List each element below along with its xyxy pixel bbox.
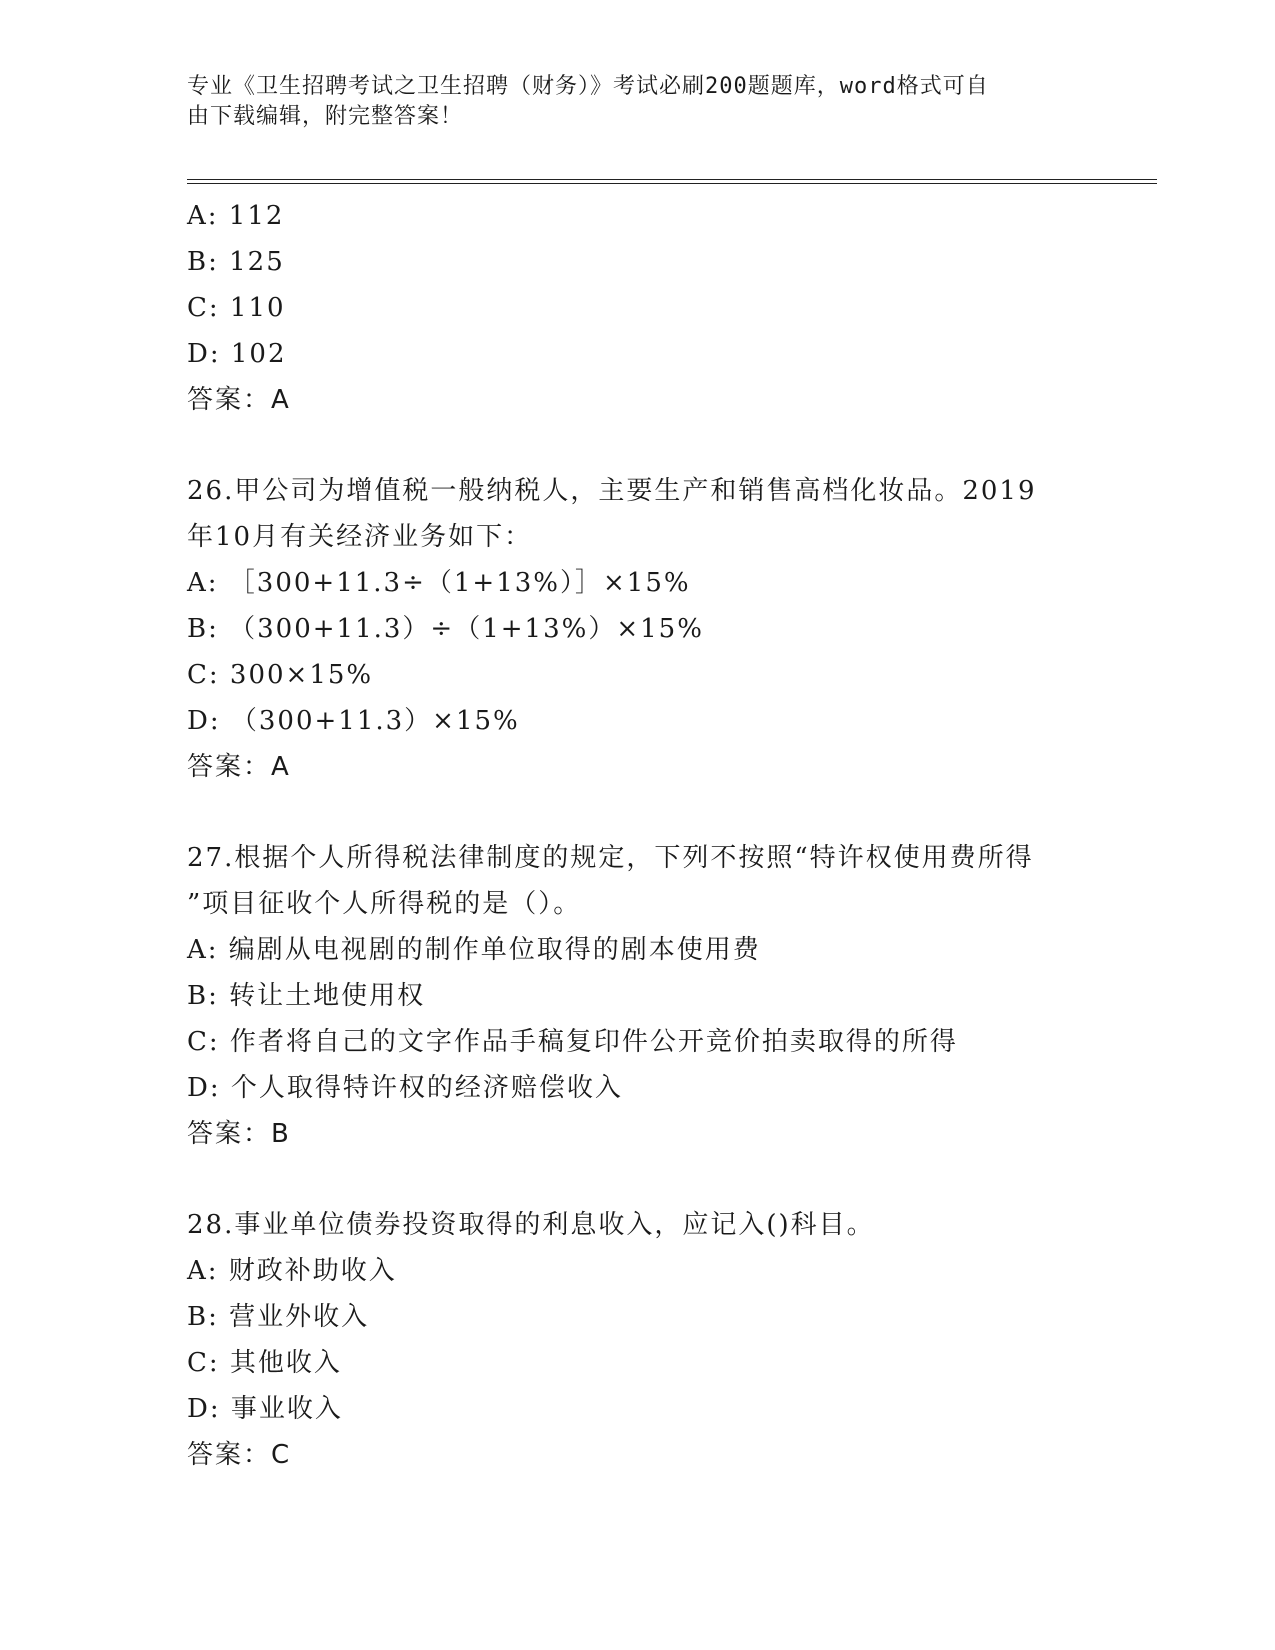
question-stem-line-1: 28.事业单位债券投资取得的利息收入，应记入()科目。 (187, 1210, 875, 1240)
option-a: A: 112 (187, 201, 285, 231)
option-c: C: 其他收入 (187, 1348, 342, 1378)
option-a: A: 财政补助收入 (187, 1256, 397, 1286)
spacer (187, 423, 1187, 468)
option-b: B: 转让土地使用权 (187, 981, 426, 1011)
header-divider-top (187, 179, 1157, 180)
option-b: B: （300+11.3）÷（1+13%）×15% (187, 614, 704, 644)
answer-line: 答案：C (187, 1440, 292, 1470)
question-stem-line-2: ”项目征收个人所得税的是（）。 (187, 889, 582, 919)
answer-line: 答案：A (187, 752, 291, 782)
option-b: B: 125 (187, 247, 285, 277)
option-c: C: 作者将自己的文字作品手稿复印件公开竞价拍卖取得的所得 (187, 1027, 958, 1057)
question-25-block (187, 193, 1187, 423)
question-stem-line-1: 26.甲公司为增值税一般纳税人，主要生产和销售高档化妆品。2019 (187, 476, 1037, 506)
option-c: C: 300×15% (187, 660, 374, 690)
question-stem-line-2: 年10月有关经济业务如下： (187, 522, 533, 552)
spacer (187, 1157, 1187, 1202)
option-d: D: 事业收入 (187, 1394, 343, 1424)
spacer (187, 790, 1187, 835)
option-a: A: 编剧从电视剧的制作单位取得的剧本使用费 (187, 935, 761, 965)
document-header (187, 72, 1067, 132)
option-d: D: （300+11.3）×15% (187, 706, 520, 736)
option-d: D: 102 (187, 339, 287, 369)
question-26-block (187, 468, 1187, 790)
answer-line: 答案：A (187, 385, 291, 415)
header-line-2: 由下载编辑，附完整答案！ (187, 104, 464, 129)
header-line-1: 专业《卫生招聘考试之卫生招聘（财务）》考试必刷200题题库，word格式可自 (187, 74, 989, 99)
option-a: A: ［300+11.3÷（1+13%）］×15% (187, 568, 691, 598)
question-27-block (187, 835, 1187, 1157)
question-list (187, 193, 1187, 1478)
answer-line: 答案：B (187, 1119, 291, 1149)
option-c: C: 110 (187, 293, 286, 323)
option-d: D: 个人取得特许权的经济赔偿收入 (187, 1073, 623, 1103)
question-stem-line-1: 27.根据个人所得税法律制度的规定，下列不按照“特许权使用费所得 (187, 843, 1034, 873)
question-28-block (187, 1202, 1187, 1478)
header-divider-bottom (187, 183, 1157, 184)
option-b: B: 营业外收入 (187, 1302, 370, 1332)
